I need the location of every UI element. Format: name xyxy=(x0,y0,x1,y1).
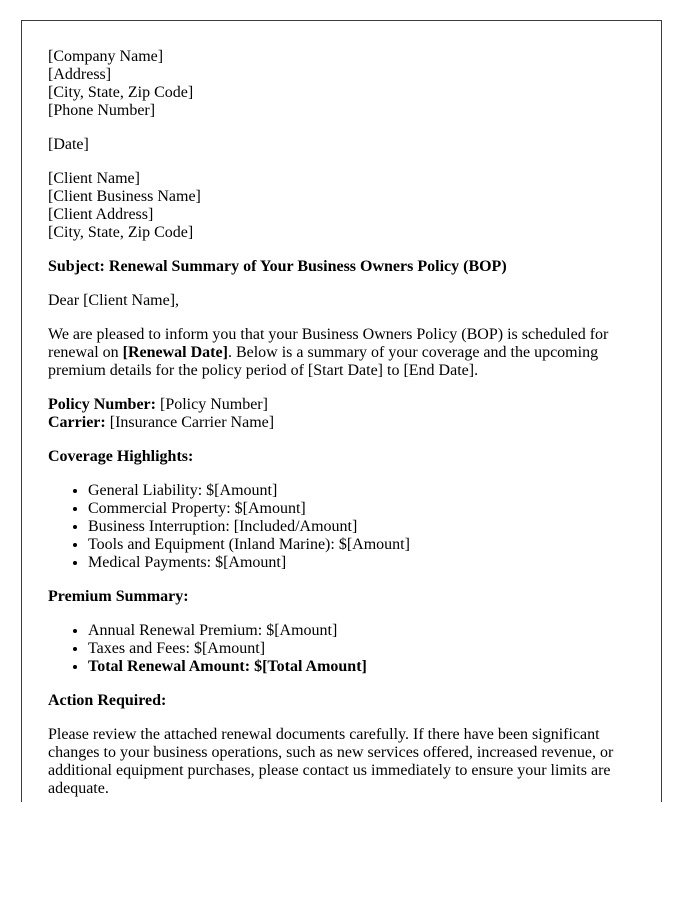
recipient-city-state-zip: [City, State, Zip Code] xyxy=(48,224,194,241)
premium-item-annual-renewal: • Annual Renewal Premium: $[Amount] xyxy=(88,622,635,640)
sender-block xyxy=(48,48,635,120)
coverage-heading xyxy=(48,448,635,466)
recipient-name: [Client Name] xyxy=(48,170,140,187)
coverage-heading-text: Coverage Highlights: xyxy=(48,448,194,465)
action-required-paragraph: Please review the attached renewal documents carefully. If there have been significant changes to your business operations, such as new services offered, increased revenue, or additional equipment purchases, please contact us immediately to ensure your limits are adequate. xyxy=(48,726,614,797)
sender-company: [Company Name] xyxy=(48,48,164,65)
policy-number-value: [Policy Number] xyxy=(159,396,268,413)
subject-text: Subject: Renewal Summary of Your Business Owners Policy (BOP) xyxy=(48,258,507,275)
coverage-item-business-interruption: • Business Interruption: [Included/Amount] xyxy=(88,518,635,536)
date-line: [Date] xyxy=(48,136,89,153)
sender-phone: [Phone Number] xyxy=(48,102,156,119)
premium-item-total xyxy=(88,658,635,676)
policy-number-label: Policy Number: xyxy=(48,396,156,413)
recipient-address: [Client Address] xyxy=(48,206,154,223)
coverage-item-medical-payments: • Medical Payments: $[Amount] xyxy=(88,554,635,572)
coverage-item-general-liability: • General Liability: $[Amount] xyxy=(88,482,635,500)
recipient-business-name: [Client Business Name] xyxy=(48,188,201,205)
coverage-item-commercial-property: • Commercial Property: $[Amount] xyxy=(88,500,635,518)
salutation: Dear [Client Name], xyxy=(48,292,180,309)
renewal-date-placeholder: [Renewal Date] xyxy=(122,344,228,361)
premium-heading-text: Premium Summary: xyxy=(48,588,189,605)
action-required-heading xyxy=(48,692,635,710)
total-renewal-amount-text: Total Renewal Amount: $[Total Amount] xyxy=(88,658,367,675)
coverage-item-tools-equipment: • Tools and Equipment (Inland Marine): $[Amount] xyxy=(88,536,635,554)
intro-before-bold: We are pleased to inform you that your Business Owners Policy (BOP) is scheduled for renewal on xyxy=(48,326,609,361)
letter-document xyxy=(21,20,662,802)
premium-heading xyxy=(48,588,635,606)
carrier-label: Carrier: xyxy=(48,414,106,431)
recipient-block xyxy=(48,170,635,242)
action-required-heading-text: Action Required: xyxy=(48,692,167,709)
coverage-list xyxy=(48,482,635,572)
sender-city-state-zip: [City, State, Zip Code] xyxy=(48,84,194,101)
premium-item-taxes-fees: • Taxes and Fees: $[Amount] xyxy=(88,640,635,658)
subject-line xyxy=(48,258,635,276)
policy-carrier-block xyxy=(48,396,635,432)
carrier-value: [Insurance Carrier Name] xyxy=(109,414,275,431)
sender-address: [Address] xyxy=(48,66,112,83)
intro-after-bold: . Below is a summary of your coverage and the upcoming premium details for the policy period of [Start Date] to [End Date]. xyxy=(48,344,599,379)
intro-paragraph xyxy=(48,326,635,380)
premium-list xyxy=(48,622,635,676)
